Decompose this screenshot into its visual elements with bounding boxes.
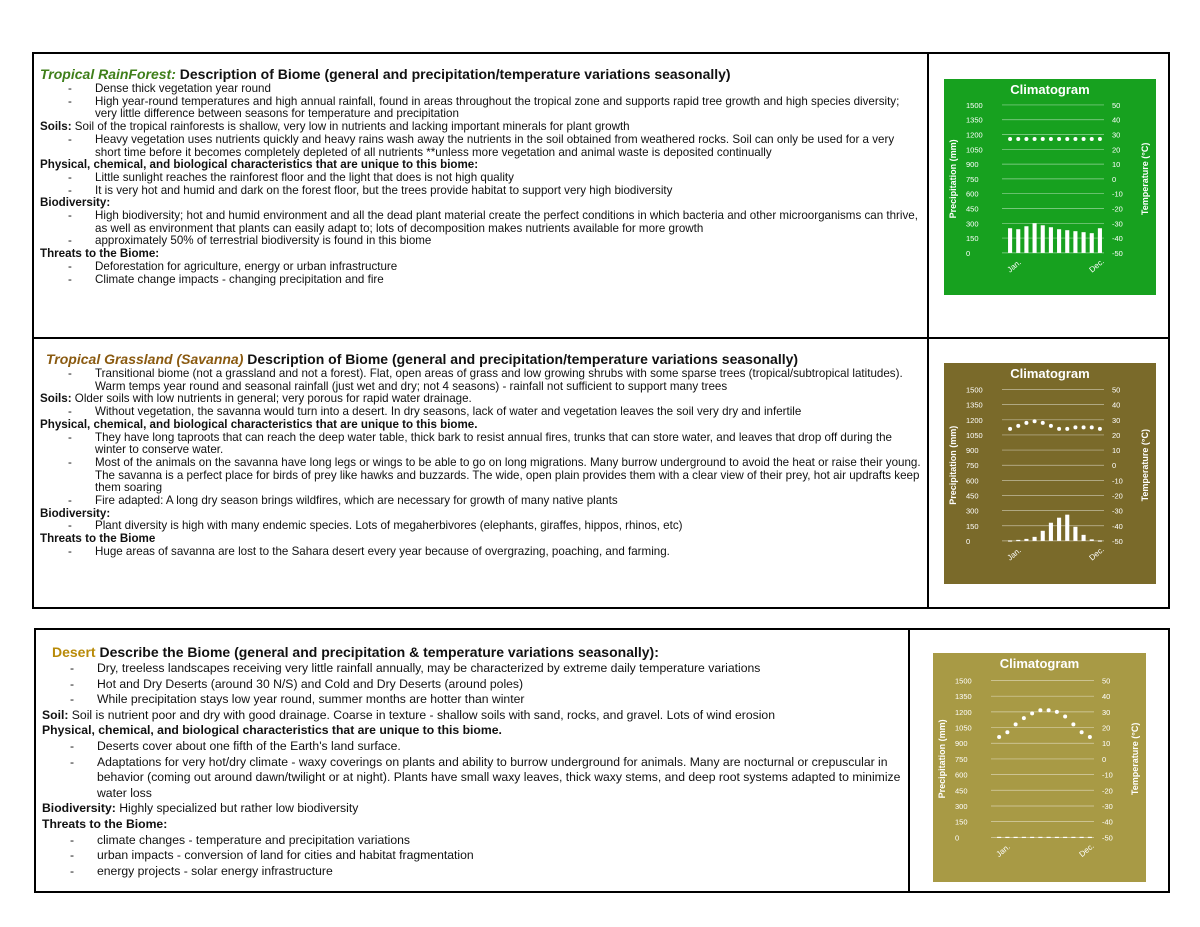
- temp-tick-label: -10: [1112, 189, 1123, 199]
- precip-bar: [1008, 540, 1012, 541]
- temp-tick-label: -20: [1112, 491, 1123, 501]
- precip-bar: [1041, 225, 1045, 253]
- precip-bar: [1033, 537, 1037, 541]
- precip-tick-label: 1200: [955, 707, 972, 717]
- section-title: [40, 66, 921, 83]
- precip-tick-label: 750: [966, 174, 979, 184]
- soil-line: [42, 708, 902, 724]
- precip-bar: [1024, 226, 1028, 253]
- temp-tick-label: 40: [1102, 692, 1111, 702]
- climatogram-svg: [944, 79, 1156, 295]
- list-item: - Adaptations for very hot/dry climate - waxy coverings on plants and ability to burrow underground for animals. Many are nocturnal or crepuscular in behavior (coming out around dawn/twilight or at night). Plants have small waxy leaves, thick waxy stems, and deep root systems adapted to minimize water loss: [42, 755, 902, 802]
- temp-tick-label: -20: [1102, 786, 1113, 796]
- temp-tick-label: -10: [1102, 770, 1113, 780]
- temp-tick-label: 30: [1112, 130, 1121, 140]
- precip-tick-label: 1350: [966, 400, 983, 410]
- precip-bar: [1022, 837, 1026, 838]
- temp-point: [1024, 137, 1028, 141]
- list-item: - High year-round temperatures and high annual rainfall, found in areas throughout the tropical zone and supports rapid tree growth and high species diversity; very little difference between seasons for temperature and precipitation: [40, 96, 921, 121]
- climatogram-svg: [944, 363, 1156, 584]
- precip-tick-label: 1200: [966, 130, 983, 140]
- precip-tick-label: 150: [966, 234, 979, 244]
- precip-axis-label: Precipitation (mm): [937, 719, 947, 799]
- precip-bar: [1041, 531, 1045, 541]
- precip-tick-label: 150: [966, 521, 979, 531]
- section-title: [42, 644, 902, 661]
- precip-bar: [1024, 539, 1028, 541]
- climatogram-rainforest: [944, 79, 1156, 295]
- precip-tick-label: 0: [966, 248, 971, 258]
- precip-bar: [1063, 837, 1067, 838]
- list-item: - Huge areas of savanna are lost to the Sahara desert every year because of overgrazing, poaching, and farming.: [40, 546, 921, 559]
- threats-list: [40, 261, 921, 286]
- x-start-label: Jan.: [1005, 257, 1023, 275]
- temp-tick-label: 0: [1112, 461, 1117, 471]
- precip-tick-label: 600: [966, 189, 979, 199]
- temp-point: [997, 735, 1001, 739]
- precip-bar: [1016, 540, 1020, 541]
- threats-list: [40, 546, 921, 559]
- temp-point: [1030, 711, 1034, 715]
- temp-tick-label: 10: [1112, 446, 1121, 456]
- precip-bar: [1049, 523, 1053, 541]
- temp-point: [1016, 424, 1020, 428]
- precip-bar: [1098, 228, 1102, 253]
- precip-axis-label: Precipitation (mm): [948, 425, 958, 505]
- precip-bar: [1073, 231, 1077, 253]
- temp-tick-label: 50: [1112, 385, 1121, 395]
- list-item: - Without vegetation, the savanna would turn into a desert. In dry seasons, lack of water and vegetation leaves the soil very dry and infertile: [40, 406, 921, 419]
- temp-tick-label: 40: [1112, 115, 1121, 125]
- temp-point: [1073, 137, 1077, 141]
- precip-bar: [1073, 527, 1077, 541]
- temp-point: [1016, 137, 1020, 141]
- precip-tick-label: 450: [955, 786, 968, 796]
- temp-tick-label: -30: [1102, 801, 1113, 811]
- list-item: - Dry, treeless landscapes receiving very little rainfall annually, may be characterized by extreme daily temperature variations: [42, 661, 902, 677]
- temp-tick-label: 10: [1112, 160, 1121, 170]
- temp-point: [1008, 427, 1012, 431]
- temp-point: [1090, 137, 1094, 141]
- temp-tick-label: -40: [1112, 234, 1123, 244]
- temp-point: [1055, 710, 1059, 714]
- precip-tick-label: 600: [955, 770, 968, 780]
- temp-point: [1008, 137, 1012, 141]
- temp-point: [1073, 425, 1077, 429]
- rainforest-text-cell: [34, 54, 929, 339]
- precip-bar: [997, 837, 1001, 838]
- precip-bar: [1033, 223, 1037, 253]
- list-item: - energy projects - solar energy infrastructure: [42, 864, 902, 880]
- list-item: - They have long taproots that can reach the deep water table, thick bark to resist annual fires, trunks that can store water, and leaves that drop off during the winter to conserve water.: [40, 432, 921, 457]
- precip-bar: [1082, 535, 1086, 541]
- temp-tick-label: 50: [1112, 100, 1121, 110]
- precip-tick-label: 450: [966, 204, 979, 214]
- biome-name: Tropical RainForest:: [40, 66, 176, 82]
- list-item: - Transitional biome (not a grassland and not a forest). Flat, open areas of grass and low growing shrubs with some sparse trees (tropical/subtropical latitudes). Warm temps year round and seasonal rainfall (just wet and dry; not 4 seasons) - rainfall not sufficient to support many trees: [40, 368, 921, 393]
- list-item: - climate changes - temperature and precipitation variations: [42, 833, 902, 849]
- phys-list: [40, 432, 921, 508]
- temp-point: [1041, 421, 1045, 425]
- precip-tick-label: 1050: [966, 145, 983, 155]
- soil-line: [40, 121, 921, 134]
- temp-tick-label: 20: [1112, 430, 1121, 440]
- temp-tick-label: 20: [1102, 723, 1111, 733]
- phys-heading: Physical, chemical, and biological characteristics that are unique to this biome.: [42, 723, 502, 738]
- precip-tick-label: 450: [966, 491, 979, 501]
- temp-tick-label: -30: [1112, 219, 1123, 229]
- precip-tick-label: 300: [955, 801, 968, 811]
- list-item: - Most of the animals on the savanna have long legs or wings to be able to go on long migrations. Many burrow underground to avoid the heat or raise their young. The savanna is a perfect place for birds of prey like hawks and buzzards. The wide, open plain provides them with a clear view of their prey, hot air updrafts keep them soaring: [40, 457, 921, 495]
- temp-tick-label: 30: [1112, 415, 1121, 425]
- precip-tick-label: 1500: [966, 385, 983, 395]
- threats-heading: Threats to the Biome: [40, 532, 156, 546]
- precip-bar: [1047, 837, 1051, 838]
- precip-bar: [1030, 837, 1034, 838]
- list-item: - Deforestation for agriculture, energy or urban infrastructure: [40, 261, 921, 274]
- x-start-label: Jan.: [994, 842, 1012, 859]
- x-end-label: Dec.: [1087, 544, 1106, 563]
- precip-bar: [1055, 837, 1059, 838]
- list-item: - It is very hot and humid and dark on the forest floor, but the trees provide habitat to support very high biodiversity: [40, 185, 921, 198]
- list-item: - Dense thick vegetation year round: [40, 83, 921, 96]
- threats-heading: Threats to the Biome:: [40, 247, 160, 261]
- precip-tick-label: 150: [955, 817, 968, 827]
- temp-tick-label: 30: [1102, 707, 1111, 717]
- temp-tick-label: 20: [1112, 145, 1121, 155]
- list-item: - Plant diversity is high with many endemic species. Lots of megaherbivores (elephants, giraffes, hippos, rhinos, etc): [40, 520, 921, 533]
- bio-list: [40, 210, 921, 248]
- temp-tick-label: -40: [1112, 521, 1123, 531]
- soil-label: Soils:: [40, 392, 72, 406]
- precip-bar: [1082, 232, 1086, 253]
- list-item: - Heavy vegetation uses nutrients quickly and heavy rains wash away the nutrients in the soil obtained from weathered rocks. Soil can only be used for a very short time before it becomes completely depleted of all nutrients **unless more vegetation and animal waste is deposited continually: [40, 134, 921, 159]
- title-rest: Describe the Biome (general and precipitation & temperature variations seasonally):: [95, 644, 659, 660]
- precip-bar: [1065, 230, 1069, 253]
- x-start-label: Jan.: [1005, 545, 1023, 563]
- list-item: - Little sunlight reaches the rainforest floor and the light that does is not high quality: [40, 172, 921, 185]
- soil-list: [40, 406, 921, 419]
- soil-label: Soil:: [42, 707, 69, 722]
- precip-bar: [1016, 229, 1020, 253]
- precip-bar: [1090, 539, 1094, 541]
- temp-tick-label: -10: [1112, 476, 1123, 486]
- climatogram-desert: [933, 653, 1146, 882]
- temp-tick-label: 0: [1102, 754, 1107, 764]
- precip-bar: [1057, 229, 1061, 253]
- precip-bar: [1049, 227, 1053, 253]
- temp-point: [1022, 716, 1026, 720]
- precip-bar: [1057, 518, 1061, 541]
- general-list: [40, 368, 921, 393]
- temp-axis-label: Temperature (°C): [1130, 722, 1140, 796]
- x-end-label: Dec.: [1087, 256, 1106, 275]
- precip-tick-label: 1350: [955, 692, 972, 702]
- climatogram-title: Climatogram: [1010, 366, 1090, 381]
- precip-tick-label: 1500: [955, 676, 972, 686]
- title-rest: Description of Biome (general and precipitation/temperature variations seasonally): [175, 66, 731, 82]
- precip-tick-label: 0: [955, 833, 960, 843]
- temp-point: [1088, 735, 1092, 739]
- soil-text: Soil is nutrient poor and dry with good drainage. Coarse in texture - shallow soils with sand, rocks, and gravel. Lots of wind erosion: [68, 707, 775, 722]
- precip-tick-label: 900: [966, 160, 979, 170]
- temp-tick-label: -30: [1112, 506, 1123, 516]
- temp-point: [1049, 137, 1053, 141]
- precip-bar: [1038, 837, 1042, 838]
- precip-bar: [1005, 837, 1009, 838]
- soil-list: [40, 134, 921, 159]
- precip-bar: [1080, 837, 1084, 838]
- precip-tick-label: 1350: [966, 115, 983, 125]
- temp-point: [1063, 715, 1067, 719]
- precip-tick-label: 1200: [966, 415, 983, 425]
- savanna-text-cell: [34, 339, 929, 607]
- precip-tick-label: 1500: [966, 100, 983, 110]
- x-end-label: Dec.: [1077, 841, 1096, 859]
- climatogram-savanna: [944, 363, 1156, 584]
- temp-axis-label: Temperature (°C): [1140, 428, 1150, 502]
- temp-axis-label: Temperature (°C): [1140, 142, 1150, 216]
- temp-point: [1033, 419, 1037, 423]
- phys-list: [40, 172, 921, 197]
- threats-list: [42, 833, 902, 880]
- temp-point: [1090, 425, 1094, 429]
- temp-tick-label: -50: [1112, 536, 1123, 546]
- bio-heading: Biodiversity:: [42, 801, 116, 816]
- precip-bar: [1008, 228, 1012, 253]
- climatogram-background: [944, 79, 1156, 295]
- section-title: [40, 351, 921, 368]
- precip-bar: [1014, 837, 1018, 838]
- temp-point: [1082, 425, 1086, 429]
- precip-bar: [1098, 540, 1102, 541]
- list-item: - High biodiversity; hot and humid environment and all the dead plant material create the perfect conditions in which bacteria and other microorganisms can thrive, as well as environment that plants can easily adapt to; lots of decomposition makes nutrients available for more growth: [40, 210, 921, 235]
- temp-point: [1098, 427, 1102, 431]
- bio-list: [40, 520, 921, 533]
- bio-line: [42, 801, 902, 817]
- temp-point: [1080, 730, 1084, 734]
- climatogram-background: [944, 363, 1156, 584]
- list-item: - While precipitation stays low year round, summer months are hotter than winter: [42, 692, 902, 708]
- temp-point: [1057, 427, 1061, 431]
- temp-point: [1047, 708, 1051, 712]
- list-item: - approximately 50% of terrestrial biodiversity is found in this biome: [40, 235, 921, 248]
- phys-heading: Physical, chemical, and biological characteristics that are unique to this biome:: [40, 158, 479, 172]
- climatogram-title: Climatogram: [1010, 82, 1090, 97]
- temp-point: [1065, 427, 1069, 431]
- title-rest: Description of Biome (general and precipitation/temperature variations seasonally): [243, 351, 799, 367]
- precip-tick-label: 750: [955, 754, 968, 764]
- precip-tick-label: 300: [966, 506, 979, 516]
- precip-bar: [1065, 515, 1069, 541]
- general-list: [40, 83, 921, 121]
- climatogram-background: [933, 653, 1146, 882]
- temp-tick-label: 0: [1112, 174, 1117, 184]
- general-list: [42, 661, 902, 708]
- precip-bar: [1090, 233, 1094, 253]
- temp-tick-label: 50: [1102, 676, 1111, 686]
- precip-tick-label: 300: [966, 219, 979, 229]
- precip-tick-label: 1050: [955, 723, 972, 733]
- bio-heading: Biodiversity:: [40, 506, 111, 520]
- temp-point: [1038, 708, 1042, 712]
- climatogram-title: Climatogram: [999, 656, 1080, 671]
- biome-name: Desert: [52, 644, 96, 660]
- threats-heading: Threats to the Biome:: [42, 816, 168, 831]
- soil-text: Older soils with low nutrients in general; very porous for rapid water drainage.: [71, 392, 472, 406]
- precip-bar: [1071, 837, 1075, 838]
- bio-heading: Biodiversity:: [40, 196, 111, 210]
- temp-point: [1041, 137, 1045, 141]
- temp-tick-label: -20: [1112, 204, 1123, 214]
- biome-name: Tropical Grassland (Savanna): [46, 351, 244, 367]
- temp-point: [1057, 137, 1061, 141]
- precip-axis-label: Precipitation (mm): [948, 139, 958, 219]
- soil-text: Soil of the tropical rainforests is shallow, very low in nutrients and lacking important minerals for plant growth: [71, 120, 630, 134]
- temp-tick-label: 40: [1112, 400, 1121, 410]
- temp-point: [1065, 137, 1069, 141]
- precip-tick-label: 750: [966, 461, 979, 471]
- temp-point: [1049, 424, 1053, 428]
- list-item: - Hot and Dry Deserts (around 30 N/S) and Cold and Dry Deserts (around poles): [42, 677, 902, 693]
- soil-label: Soils:: [40, 120, 72, 134]
- precip-tick-label: 1050: [966, 430, 983, 440]
- precip-tick-label: 600: [966, 476, 979, 486]
- list-item: - Climate change impacts - changing precipitation and fire: [40, 274, 921, 287]
- temp-point: [1005, 730, 1009, 734]
- precip-tick-label: 0: [966, 536, 971, 546]
- list-item: - Fire adapted: A long dry season brings wildfires, which are necessary for growth of many native plants: [40, 495, 921, 508]
- temp-point: [1082, 137, 1086, 141]
- climatogram-svg: [933, 653, 1146, 882]
- precip-bar: [1088, 837, 1092, 838]
- temp-tick-label: -50: [1102, 833, 1113, 843]
- temp-point: [1098, 137, 1102, 141]
- temp-point: [1071, 722, 1075, 726]
- phys-list: [42, 739, 902, 801]
- bio-text: Highly specialized but rather low biodiversity: [115, 801, 359, 816]
- temp-point: [1033, 137, 1037, 141]
- list-item: - urban impacts - conversion of land for cities and habitat fragmentation: [42, 848, 902, 864]
- temp-point: [1014, 722, 1018, 726]
- precip-tick-label: 900: [966, 446, 979, 456]
- temp-tick-label: -50: [1112, 248, 1123, 258]
- phys-heading: Physical, chemical, and biological characteristics that are unique to this biome.: [40, 417, 478, 431]
- temp-tick-label: -40: [1102, 817, 1113, 827]
- temp-tick-label: 10: [1102, 739, 1111, 749]
- list-item: - Deserts cover about one fifth of the Earth's land surface.: [42, 739, 902, 755]
- desert-text-cell: [36, 630, 910, 891]
- temp-point: [1024, 421, 1028, 425]
- precip-tick-label: 900: [955, 739, 968, 749]
